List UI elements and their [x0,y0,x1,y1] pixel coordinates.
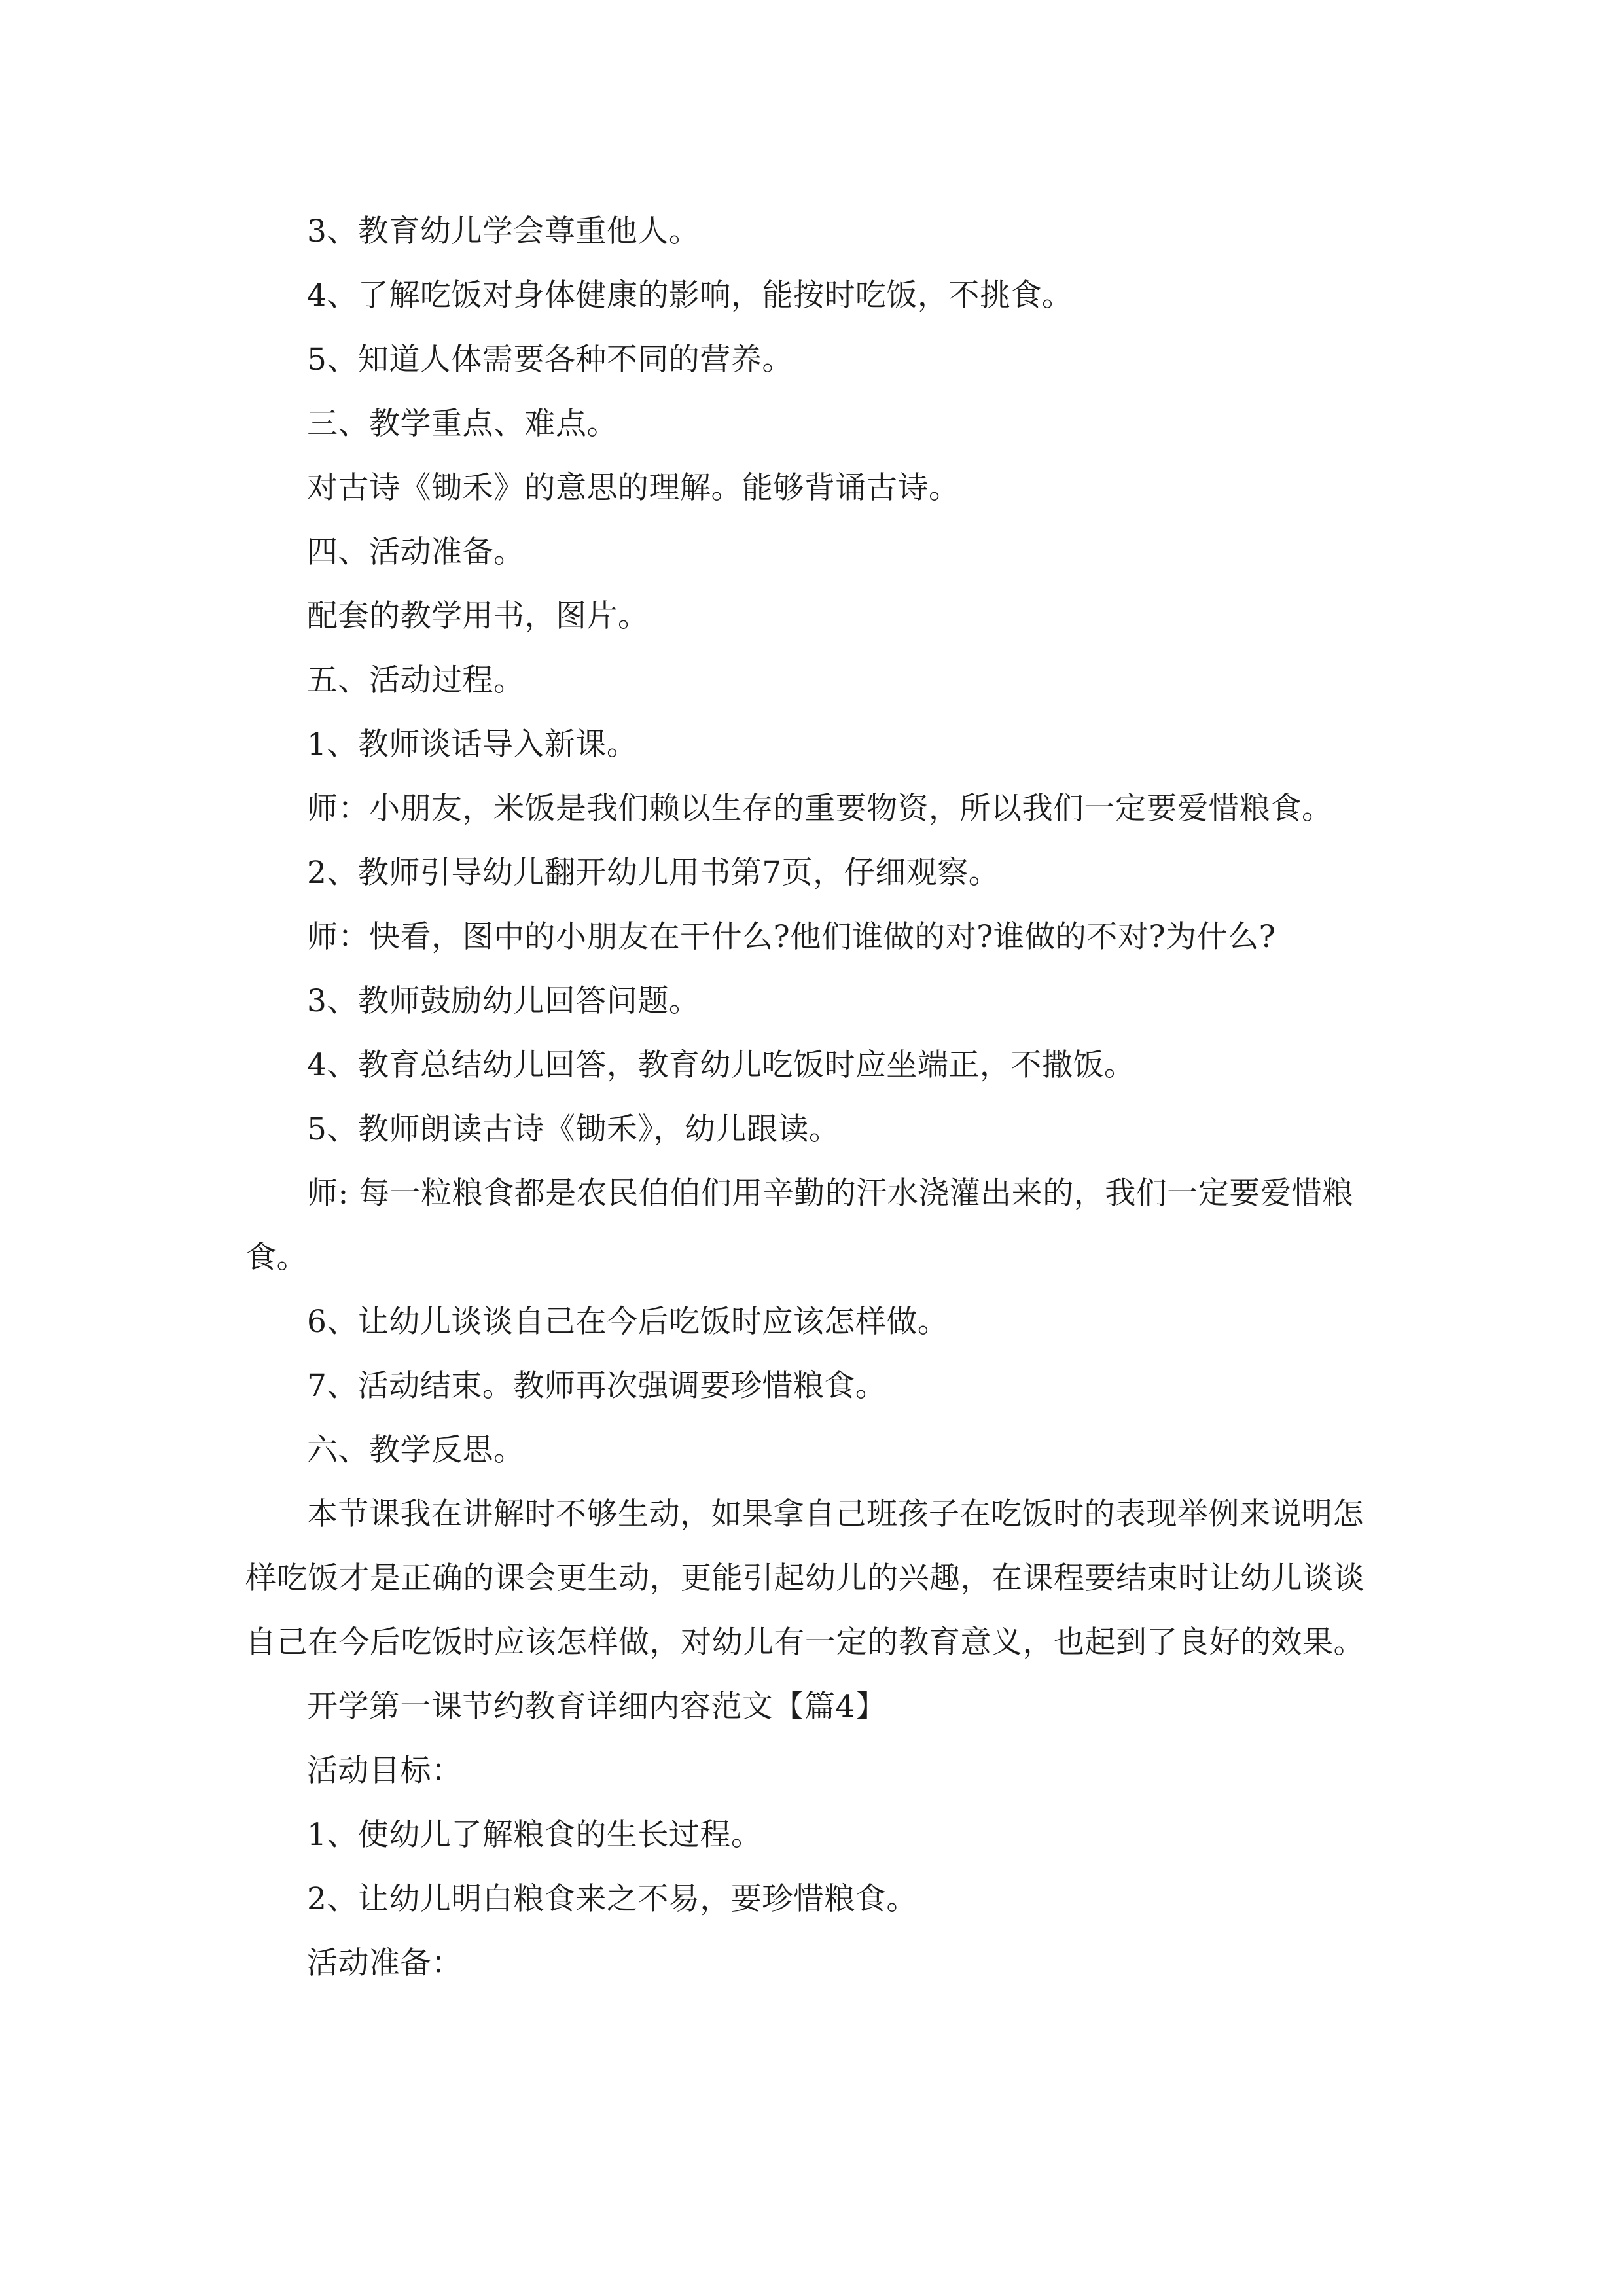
paragraph: 4、教育总结幼儿回答，教育幼儿吃饭时应坐端正，不撒饭。 [307,1047,1135,1083]
paragraph: 5、教师朗读古诗《锄禾》，幼儿跟读。 [307,1111,840,1147]
paragraph: 本节课我在讲解时不够生动，如果拿自己班孩子在吃饭时的表现举例来说明怎样吃饭才是正确的课会更生动，更能引起幼儿的兴趣，在课程要结束时让幼儿谈谈自己在今后吃饭时应该怎样做，对幼儿有一定的教育意义，也起到了良好的效果。 [245,1496,1364,1660]
paragraph: 3、教育幼儿学会尊重他人。 [307,213,700,249]
paragraph: 1、教师谈话导入新课。 [307,726,638,762]
section-heading: 六、教学反思。 [307,1432,525,1468]
paragraph: 师：小朋友，米饭是我们赖以生存的重要物资，所以我们一定要爱惜粮食。 [307,791,1333,827]
paragraph: 3、教师鼓励幼儿回答问题。 [307,983,700,1019]
document-body [245,200,1378,1996]
section-heading: 三、教学重点、难点。 [307,406,618,442]
section-heading: 五、活动过程。 [307,662,525,698]
subheading: 活动准备： [307,1945,463,1981]
paragraph: 配套的教学用书，图片。 [307,598,649,634]
paragraph: 师: 每一粒粮食都是农民伯伯们用辛勤的汗水浇灌出来的，我们一定要爱惜粮食。 [245,1175,1354,1276]
paragraph: 1、使幼儿了解粮食的生长过程。 [307,1817,762,1853]
paragraph: 师：快看，图中的小朋友在干什么?他们谁做的对?谁做的不对?为什么? [307,919,1276,955]
paragraph: 7、活动结束。教师再次强调要珍惜粮食。 [307,1368,887,1404]
paragraph: 6、让幼儿谈谈自己在今后吃饭时应该怎样做。 [307,1304,949,1340]
paragraph: 2、教师引导幼儿翻开幼儿用书第7页，仔细观察。 [307,855,1000,891]
subheading: 活动目标： [307,1753,463,1789]
paragraph: 对古诗《锄禾》的意思的理解。能够背诵古诗。 [307,470,960,506]
paragraph: 2、让幼儿明白粮食来之不易，要珍惜粮食。 [307,1881,918,1917]
article-title: 开学第一课节约教育详细内容范文【篇4】 [307,1689,887,1725]
paragraph: 5、知道人体需要各种不同的营养。 [307,342,793,378]
section-heading: 四、活动准备。 [307,534,525,570]
paragraph: 4、了解吃饭对身体健康的影响，能按时吃饭，不挑食。 [307,278,1073,314]
